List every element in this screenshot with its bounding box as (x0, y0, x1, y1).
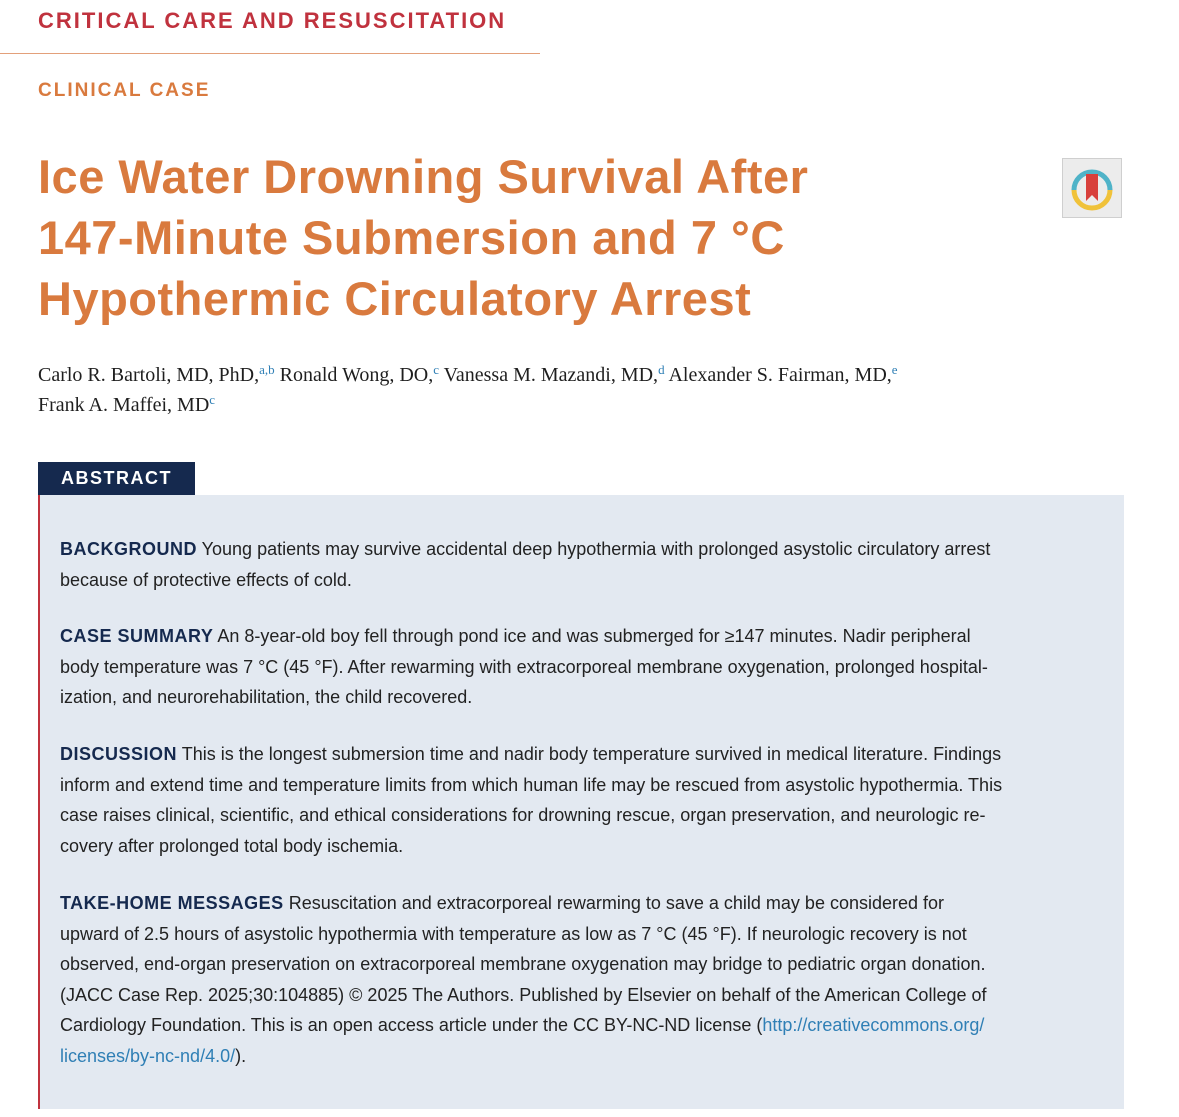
title-line: 147-Minute Submersion and 7 °C (38, 211, 785, 264)
text-line: covery after prolonged total body ischemia. (60, 835, 404, 856)
text-span: An 8-year-old boy fell through pond ice and was submerged for ≥147 minutes. Nadir peripheral (213, 626, 971, 646)
text-span: ). (235, 1045, 247, 1066)
author-name: Alexander S. Fairman, MD, (668, 364, 892, 386)
text-line (60, 1041, 1100, 1072)
affiliation-link[interactable]: c (209, 392, 216, 407)
section-heading: CASE SUMMARY (60, 626, 214, 646)
section-heading: DISCUSSION (60, 744, 178, 764)
crossmark-graphic (1063, 159, 1121, 217)
text-line: observed, end-organ preservation on extracorporeal membrane oxygenation may bridge to pediatric organ donation. (60, 954, 986, 974)
title-line: Ice Water Drowning Survival After (38, 150, 809, 203)
affiliation-link[interactable]: d (658, 362, 665, 377)
abstract-discussion (60, 739, 1100, 861)
license-link[interactable]: http://creativecommons.org/ (762, 1015, 985, 1035)
text-line (60, 1010, 1100, 1041)
license-link[interactable]: licenses/by-nc-nd/4.0/ (60, 1045, 236, 1066)
text-line: because of protective effects of cold. (60, 569, 352, 590)
text-line: case raises clinical, scientific, and ethical considerations for drowning rescue, organ preservation, and neurologic re- (60, 805, 986, 825)
check-for-updates-icon[interactable] (1062, 158, 1122, 218)
abstract-take-home (60, 888, 1100, 1071)
affiliation-link[interactable]: a,b (259, 362, 275, 377)
affiliation-link[interactable]: c (433, 362, 440, 377)
abstract-tab: ABSTRACT (38, 462, 195, 495)
section-divider (0, 53, 540, 54)
text-line (60, 534, 1100, 565)
author-name: Ronald Wong, DO, (279, 364, 434, 386)
author-name: Carlo R. Bartoli, MD, PhD, (38, 364, 260, 386)
section-heading: TAKE-HOME MESSAGES (60, 893, 284, 913)
abstract-background (60, 534, 1100, 595)
author-name: Frank A. Maffei, MD (38, 394, 210, 416)
author-line (38, 360, 1138, 390)
article-type-label: CLINICAL CASE (38, 80, 211, 101)
section-heading: BACKGROUND (60, 539, 197, 559)
text-span: Young patients may survive accidental deep hypothermia with prolonged asystolic circulatory arrest (197, 539, 991, 559)
article-title (38, 146, 998, 329)
text-line (60, 888, 1100, 919)
text-line (60, 739, 1100, 770)
section-header: CRITICAL CARE AND RESUSCITATION (38, 8, 507, 33)
abstract-case-summary (60, 621, 1100, 713)
text-line: inform and extend time and temperature limits from which human life may be rescued from asystolic hypothermia. This (60, 774, 1003, 795)
title-line: Hypothermic Circulatory Arrest (38, 272, 752, 325)
text-span: Resuscitation and extracorporeal rewarming to save a child may be considered for (283, 893, 945, 913)
text-line: body temperature was 7 °C (45 °F). After rewarming with extracorporeal membrane oxygenation, prolonged hospital- (60, 656, 988, 677)
text-line: ization, and neurorehabilitation, the child recovered. (60, 687, 473, 707)
text-line: upward of 2.5 hours of asystolic hypothermia with temperature as low as 7 °C (45 °F). If neurologic recovery is not (60, 923, 967, 944)
author-list (38, 360, 1138, 420)
author-line (38, 390, 1138, 420)
author-name: Vanessa M. Mazandi, MD, (443, 364, 659, 386)
text-span: This is the longest submersion time and nadir body temperature survived in medical literature. Findings (177, 744, 1002, 764)
affiliation-link[interactable]: e (891, 362, 898, 377)
text-line (60, 621, 1100, 652)
text-line: (JACC Case Rep. 2025;30:104885) © 2025 The Authors. Published by Elsevier on behalf of the American College of (60, 984, 987, 1005)
text-span: Cardiology Foundation. This is an open access article under the CC BY-NC-ND license ( (60, 1015, 763, 1035)
